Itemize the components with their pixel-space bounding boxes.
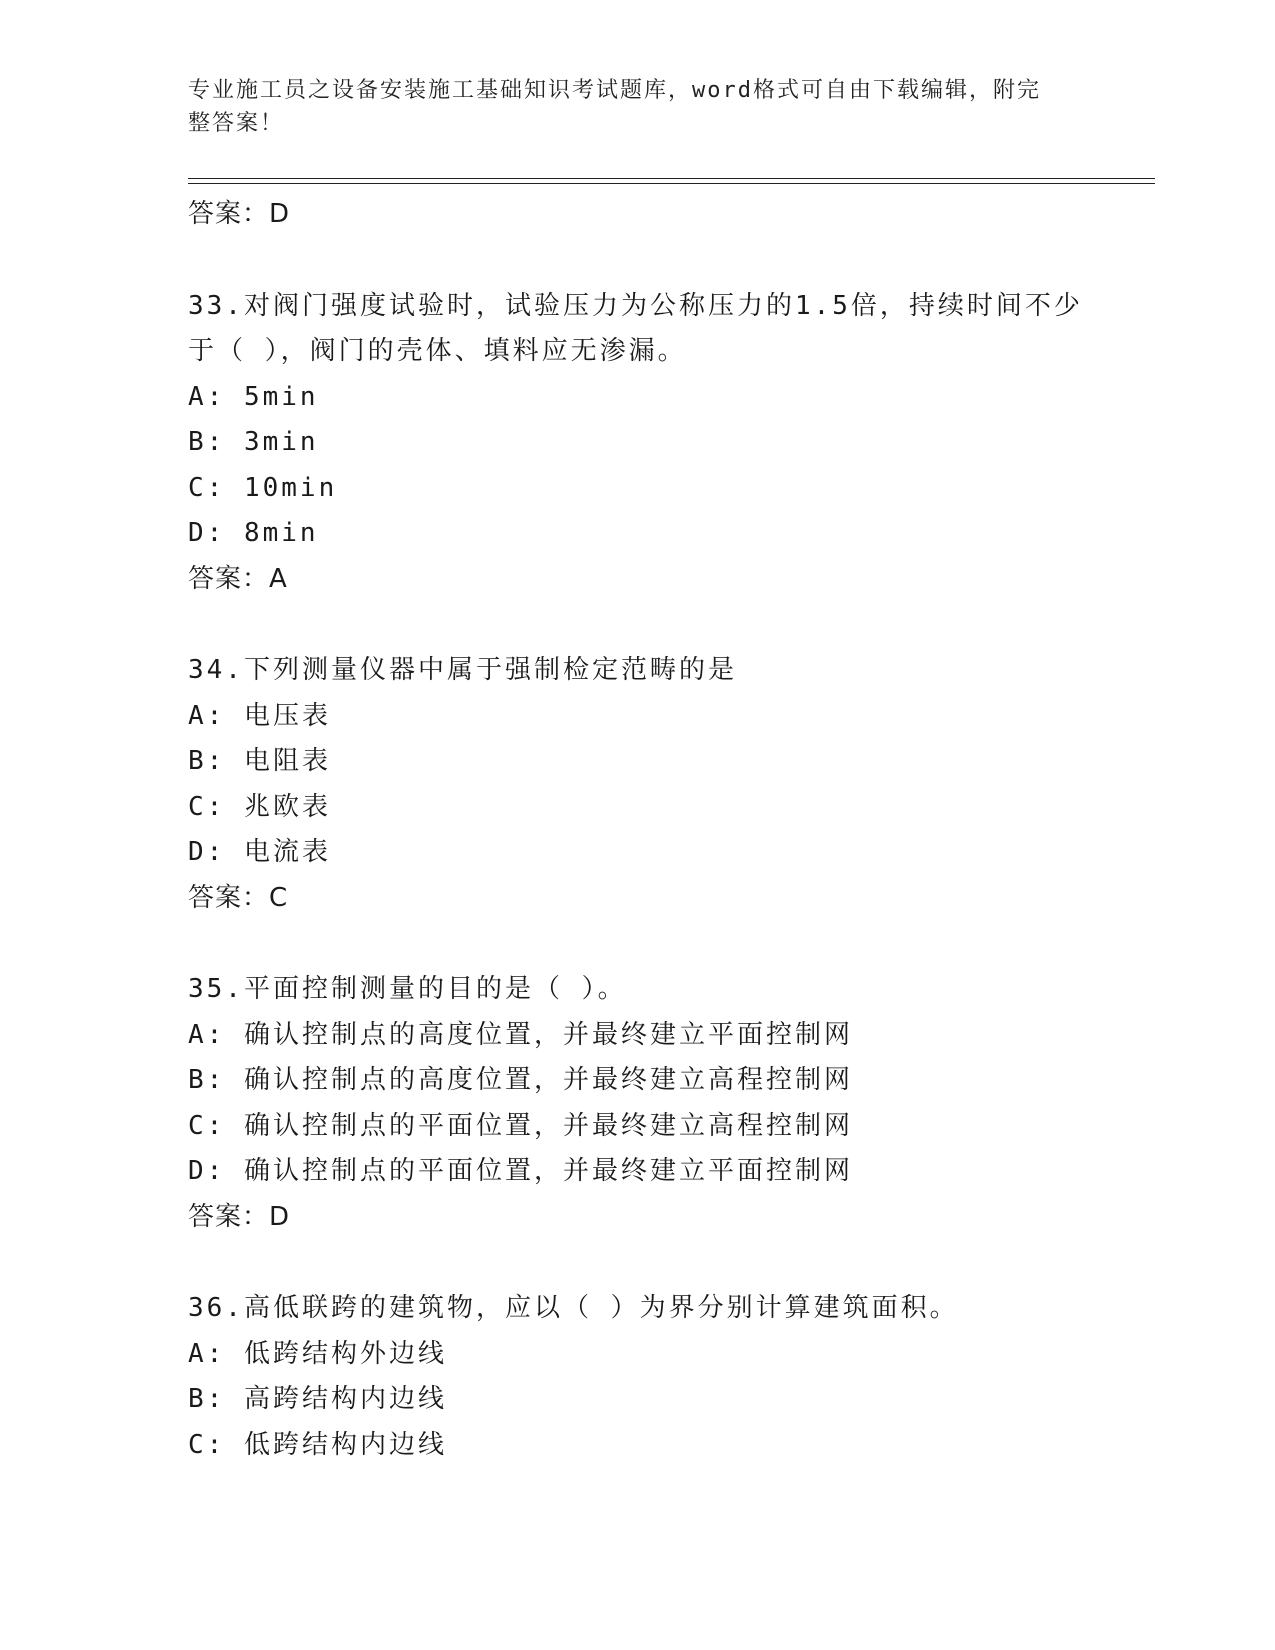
answer: 答案：D bbox=[188, 1201, 291, 1232]
option-d: D: 8min bbox=[188, 518, 319, 548]
answer-q32: 答案：D bbox=[188, 199, 291, 229]
option-a: A: 确认控制点的高度位置，并最终建立平面控制网 bbox=[188, 1019, 853, 1050]
question-text: 34.下列测量仪器中属于强制检定范畴的是 bbox=[188, 655, 737, 685]
question-36 bbox=[188, 1286, 1148, 1468]
spacer bbox=[188, 1240, 1148, 1286]
spacer bbox=[188, 602, 1148, 648]
option-a: A: 5min bbox=[188, 381, 319, 412]
option-c: C: 确认控制点的平面位置，并最终建立高程控制网 bbox=[188, 1110, 853, 1141]
option-d: D: 确认控制点的平面位置，并最终建立平面控制网 bbox=[188, 1156, 853, 1186]
spacer bbox=[188, 921, 1148, 967]
header-line-1: 专业施工员之设备安装施工基础知识考试题库，word格式可自由下载编辑，附完 bbox=[188, 78, 1041, 103]
option-c: C: 兆欧表 bbox=[188, 791, 331, 822]
option-a: A: 低跨结构外边线 bbox=[188, 1338, 447, 1369]
question-34 bbox=[188, 648, 1148, 921]
question-text: 35.平面控制测量的目的是（ ）。 bbox=[188, 974, 627, 1004]
option-b: B: 高跨结构内边线 bbox=[188, 1384, 447, 1414]
header-divider bbox=[188, 178, 1155, 184]
option-b: B: 电阻表 bbox=[188, 746, 331, 776]
question-33 bbox=[188, 284, 1148, 603]
option-c: C: 10min bbox=[188, 472, 338, 503]
answer: 答案：C bbox=[188, 882, 289, 913]
header-line-2: 整答案！ bbox=[188, 111, 285, 136]
question-35 bbox=[188, 967, 1148, 1240]
answer: 答案：A bbox=[188, 563, 288, 594]
option-c: C: 低跨结构内边线 bbox=[188, 1429, 447, 1460]
document-body bbox=[188, 192, 1148, 1468]
question-text: 33.对阀门强度试验时，试验压力为公称压力的1.5倍，持续时间不少 bbox=[188, 290, 1083, 321]
page-header bbox=[188, 74, 1088, 140]
spacer bbox=[188, 238, 1148, 284]
option-a: A: 电压表 bbox=[188, 700, 331, 731]
question-text-continued: 于（ ），阀门的壳体、填料应无渗漏。 bbox=[188, 336, 687, 366]
question-text: 36.高低联跨的建筑物，应以（ ）为界分别计算建筑面积。 bbox=[188, 1293, 959, 1323]
option-d: D: 电流表 bbox=[188, 837, 331, 867]
option-b: B: 3min bbox=[188, 427, 319, 457]
option-b: B: 确认控制点的高度位置，并最终建立高程控制网 bbox=[188, 1065, 853, 1095]
